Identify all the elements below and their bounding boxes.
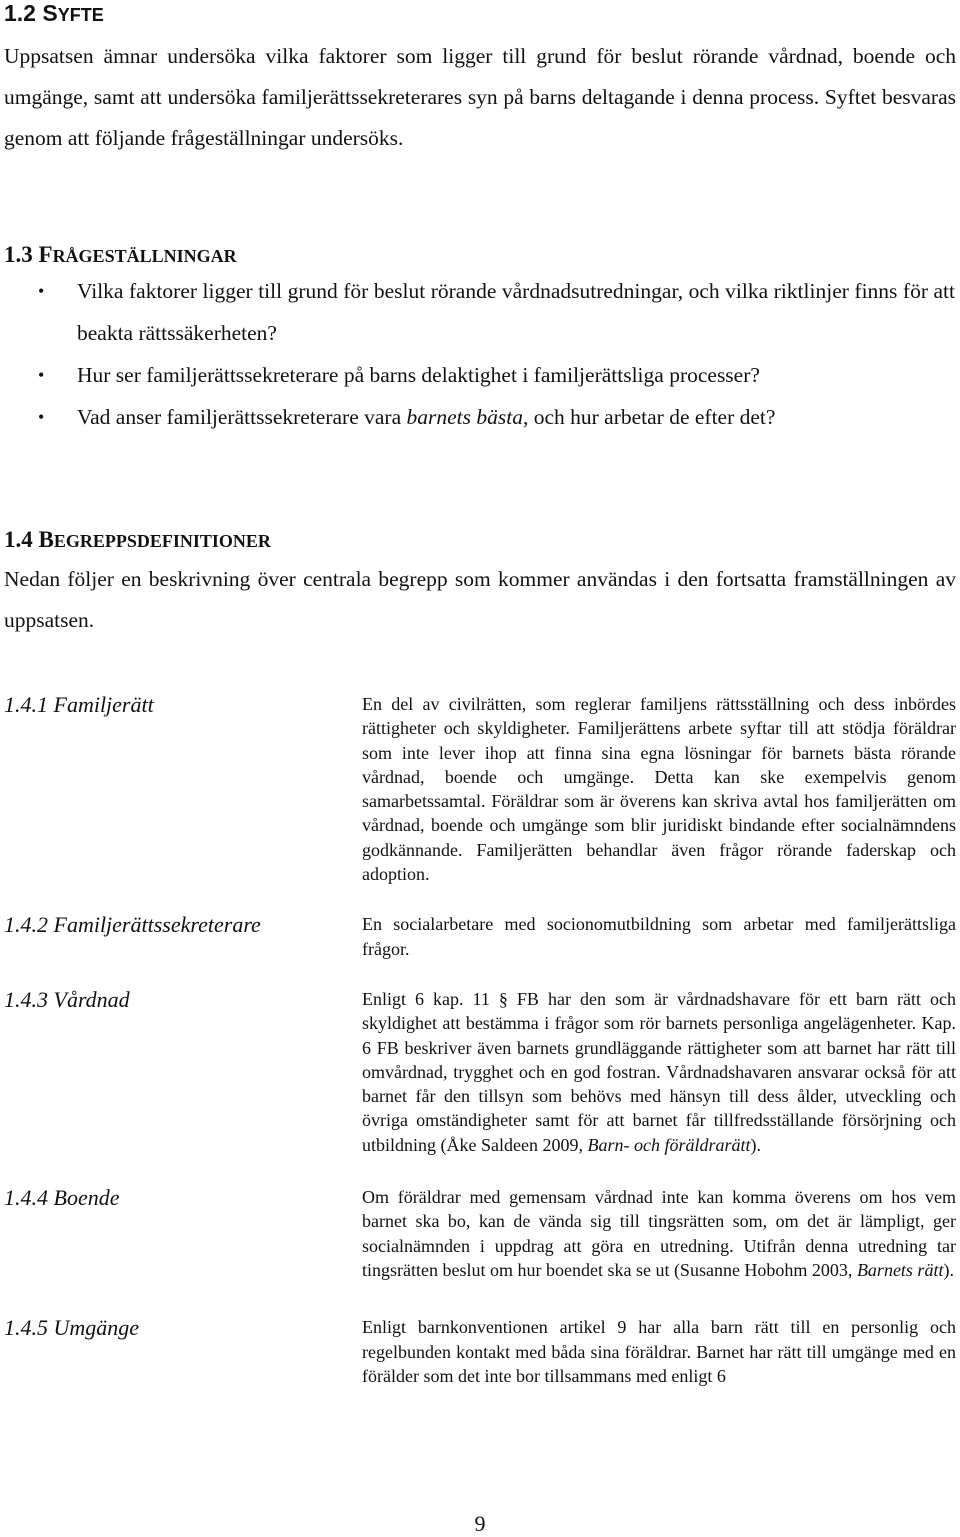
definition-term: 1.4.2 Familjerättssekreterare (4, 912, 261, 938)
section-heading-syfte: 1.2 SYFTE (4, 0, 104, 26)
definition-text: Enligt 6 kap. 11 § FB har den som är vårdnadshavare för ett barn rätt och skyldighet att bestämma i frågor som rör barnets personliga angelägenheter. Kap. 6 FB beskriver även barnets grundläggande rättigheter som att barnet har rätt till omvårdnad, trygghet och en god fostran. Vårdnadshavaren ansvarar också för att barnet får den tillsyn som behövs med hänsyn till dess ålder, utveckling och övriga omständigheter samt för att barnet får tillfredsställande försörjning och utbildning (Åke Saldeen 2009, Barn- och föräldrarätt). (362, 988, 956, 1155)
definition-vardnad (0, 987, 960, 1157)
definition-term: 1.4.5 Umgänge (4, 1315, 140, 1341)
bullet-icon: • (38, 407, 45, 427)
bullet-icon: • (38, 365, 45, 385)
definition-text: Om föräldrar med gemensam vårdnad inte kan komma överens om hos vem barnet ska bo, kan de vända sig till tingsrätten som, om det är lämpligt, ger socialnämnden i uppdrag att göra en utredning. Utifrån denna utredning tar tingsrätten beslut om hur boendet ska se ut (Susanne Hobohm 2003, Barnets rätt). (362, 1187, 956, 1280)
definition-familjeratt (0, 692, 960, 886)
research-questions-list (0, 270, 960, 438)
section-heading-begreppsdefinitioner: 1.4 BEGREPPSDEFINITIONER (4, 527, 271, 552)
definition-term: 1.4.4 Boende (4, 1185, 120, 1211)
definition-umgange (0, 1315, 960, 1388)
list-item: • Vilka faktorer ligger till grund för beslut rörande vårdnadsutredningar, och vilka riktlinjer finns för att beakta rättssäkerheten? (0, 270, 955, 354)
definition-familjerattssekreterare (0, 912, 960, 961)
definition-text: Enligt barnkonventionen artikel 9 har alla barn rätt till en personlig och regelbunden kontakt med båda sina föräldrar. Barnet har rätt till umgänge med en förälder som det inte bor tillsammans med enligt 6 (362, 1317, 956, 1386)
list-item: • Vad anser familjerättssekreterare vara barnets bästa, och hur arbetar de efter det? (0, 396, 955, 438)
definition-text: En socialarbetare med socionomutbildning som arbetar med familjerättsliga frågor. (362, 914, 956, 959)
definition-boende (0, 1185, 960, 1282)
definition-text: En del av civilrätten, som reglerar familjens rättsställning och dess inbördes rättigheter och skyldigheter. Familjerättens arbete syftar till att stödja föräldrar som inte lever ihop att finna sina egna lösningar för barnets bästa rörande vårdnad, boende och umgänge. Detta kan ske exempelvis genom samarbetssamtal. Föräldrar som är överens kan skriva avtal hos familjerätten om vårdnad, boende och umgänge som blir juridiskt bindande efter socialnämndens godkännande. Familjerätten behandlar även frågor rörande faderskap och adoption. (362, 694, 956, 885)
definition-term: 1.4.1 Familjerätt (4, 692, 154, 717)
begreppsdefinitioner-paragraph: Nedan följer en beskrivning över centrala begrepp som kommer användas i den fortsatta framställningen av uppsatsen. (4, 567, 956, 632)
definitions-list (0, 692, 960, 1388)
syfte-paragraph: Uppsatsen ämnar undersöka vilka faktorer som ligger till grund för beslut rörande vårdnad, boende och umgänge, samt att undersöka familjerättssekreterares syn på barns deltagande i denna process. Syftet besvaras genom att följande frågeställningar undersöks. (4, 44, 956, 150)
section-heading-fragestallningar: 1.3 FRÅGESTÄLLNINGAR (4, 242, 237, 267)
definition-term: 1.4.3 Vårdnad (4, 986, 130, 1012)
bullet-icon: • (38, 281, 45, 301)
list-item: • Hur ser familjerättssekreterare på barns delaktighet i familjerättsliga processer? (0, 354, 955, 396)
page-number: 9 (474, 1511, 486, 1536)
